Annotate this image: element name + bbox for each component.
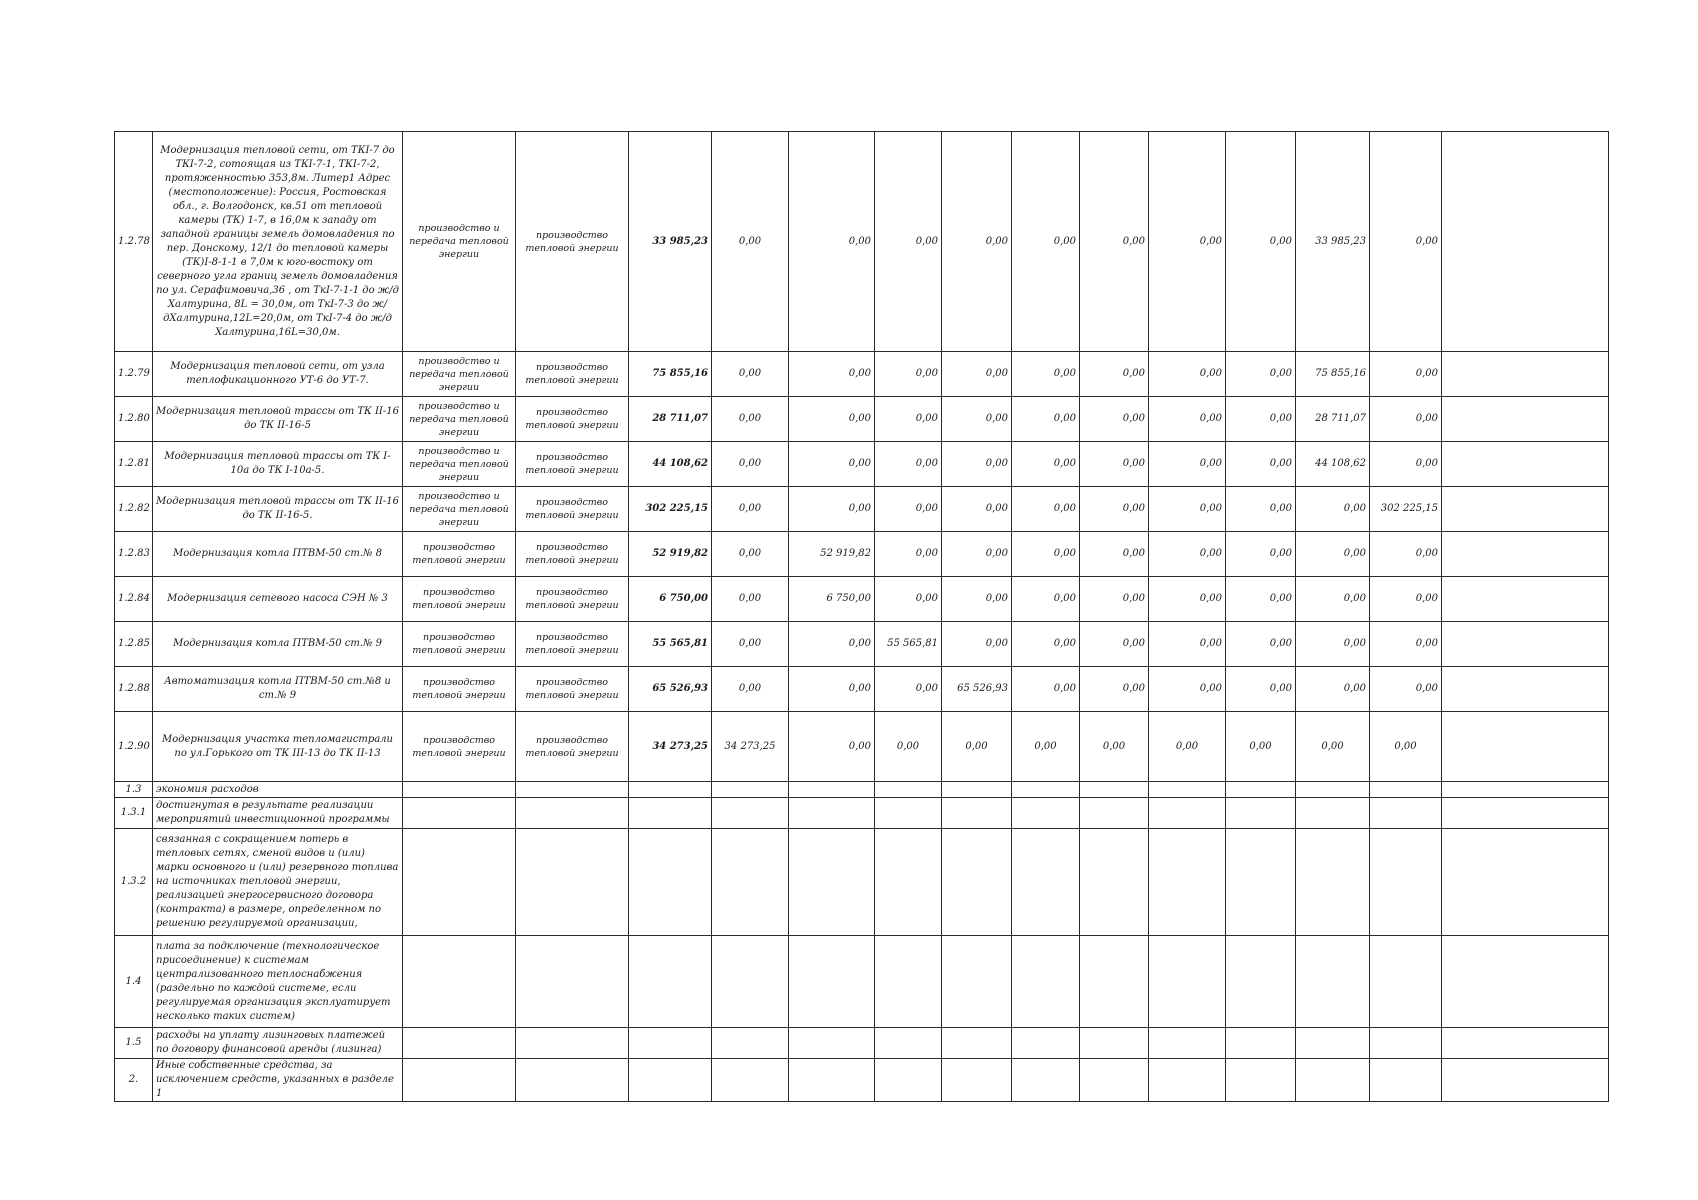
total-value: 65 526,93 (629, 667, 712, 712)
section-name: связанная с сокращением потерь в тепловых сетях, сменой видов и (или) марки основного и (или) резервного топлива на источниках тепловой энергии, реализацией энергосервисного договора (контракта) в размере, определенном по решению регулируемой организации, (153, 829, 403, 936)
value-cell: 44 108,62 (1296, 442, 1370, 487)
section-row (115, 829, 1609, 936)
value-cell: 0,00 (1080, 577, 1149, 622)
empty-cell (629, 798, 712, 829)
empty-cell (1080, 936, 1149, 1028)
activity-type: производство тепловой энергии (516, 622, 629, 667)
empty-cell (712, 1059, 789, 1102)
empty-cell (403, 1059, 516, 1102)
activity-kind: производство тепловой энергии (403, 712, 516, 782)
row-number: 1.2.82 (115, 487, 153, 532)
empty-cell (789, 1028, 875, 1059)
value-cell: 0,00 (1012, 442, 1080, 487)
empty-cell (1012, 936, 1080, 1028)
empty-cell (1296, 829, 1370, 936)
table-row (115, 132, 1609, 352)
empty-cell (1442, 577, 1609, 622)
value-cell: 0,00 (1370, 622, 1442, 667)
value-cell: 0,00 (1149, 712, 1226, 782)
table-row (115, 577, 1609, 622)
value-cell: 0,00 (1080, 132, 1149, 352)
value-cell: 0,00 (1149, 352, 1226, 397)
activity-type: производство тепловой энергии (516, 352, 629, 397)
empty-cell (403, 936, 516, 1028)
empty-cell (1226, 936, 1296, 1028)
activity-kind: производство тепловой энергии (403, 667, 516, 712)
empty-cell (629, 829, 712, 936)
section-name: Иные собственные средства, за исключением средств, указанных в разделе 1 (153, 1059, 403, 1102)
activity-kind: производство тепловой энергии (403, 532, 516, 577)
value-cell: 0,00 (1149, 397, 1226, 442)
value-cell: 0,00 (712, 352, 789, 397)
value-cell: 0,00 (1370, 132, 1442, 352)
section-name: экономия расходов (153, 782, 403, 798)
empty-cell (942, 936, 1012, 1028)
value-cell: 0,00 (789, 622, 875, 667)
empty-cell (942, 1059, 1012, 1102)
value-cell: 0,00 (1149, 577, 1226, 622)
empty-cell (875, 798, 942, 829)
section-row (115, 1028, 1609, 1059)
section-name: расходы на уплату лизинговых платежей по договору финансовой аренды (лизинга) (153, 1028, 403, 1059)
value-cell: 0,00 (712, 577, 789, 622)
row-number: 1.2.90 (115, 712, 153, 782)
value-cell: 65 526,93 (942, 667, 1012, 712)
empty-cell (516, 829, 629, 936)
activity-kind: производство тепловой энергии (403, 577, 516, 622)
empty-cell (1442, 487, 1609, 532)
empty-cell (875, 782, 942, 798)
total-value: 52 919,82 (629, 532, 712, 577)
empty-cell (1442, 798, 1609, 829)
empty-cell (403, 829, 516, 936)
empty-cell (712, 798, 789, 829)
value-cell: 0,00 (1226, 397, 1296, 442)
table-row (115, 442, 1609, 487)
value-cell: 0,00 (1226, 132, 1296, 352)
empty-cell (875, 1028, 942, 1059)
value-cell: 0,00 (942, 397, 1012, 442)
value-cell: 0,00 (1012, 577, 1080, 622)
value-cell: 0,00 (712, 667, 789, 712)
value-cell: 0,00 (875, 132, 942, 352)
value-cell: 0,00 (1012, 397, 1080, 442)
total-value: 33 985,23 (629, 132, 712, 352)
value-cell: 0,00 (1012, 667, 1080, 712)
empty-cell (1370, 1028, 1442, 1059)
measure-name: Модернизация тепловой трассы от ТК II-16 до ТК II-16-5. (153, 487, 403, 532)
empty-cell (712, 936, 789, 1028)
value-cell: 0,00 (1012, 622, 1080, 667)
empty-cell (1442, 829, 1609, 936)
total-value: 55 565,81 (629, 622, 712, 667)
empty-cell (1149, 1028, 1226, 1059)
value-cell: 0,00 (789, 667, 875, 712)
empty-cell (875, 1059, 942, 1102)
activity-kind: производство и передача тепловой энергии (403, 487, 516, 532)
section-name: достигнутая в результате реализации мероприятий инвестиционной программы (153, 798, 403, 829)
empty-cell (629, 936, 712, 1028)
section-name: плата за подключение (технологическое присоединение) к системам централизованного теплоснабжения (раздельно по каждой системе, если регулируемая организация эксплуатирует несколько таких систем) (153, 936, 403, 1028)
row-number: 1.2.88 (115, 667, 153, 712)
value-cell: 0,00 (875, 667, 942, 712)
empty-cell (1296, 936, 1370, 1028)
value-cell: 0,00 (875, 577, 942, 622)
value-cell: 55 565,81 (875, 622, 942, 667)
empty-cell (1012, 1059, 1080, 1102)
value-cell: 0,00 (712, 397, 789, 442)
value-cell: 0,00 (1012, 487, 1080, 532)
empty-cell (789, 936, 875, 1028)
value-cell: 302 225,15 (1370, 487, 1442, 532)
value-cell: 0,00 (1296, 487, 1370, 532)
empty-cell (1296, 782, 1370, 798)
empty-cell (1442, 936, 1609, 1028)
empty-cell (1080, 798, 1149, 829)
total-value: 6 750,00 (629, 577, 712, 622)
value-cell: 0,00 (1296, 667, 1370, 712)
value-cell: 0,00 (875, 487, 942, 532)
value-cell: 0,00 (1370, 352, 1442, 397)
empty-cell (1442, 667, 1609, 712)
table-row (115, 532, 1609, 577)
value-cell: 52 919,82 (789, 532, 875, 577)
empty-cell (1080, 782, 1149, 798)
row-number: 2. (115, 1059, 153, 1102)
value-cell: 0,00 (1149, 132, 1226, 352)
measure-name: Автоматизация котла ПТВМ-50 ст.№8 и ст.№ 9 (153, 667, 403, 712)
empty-cell (1080, 829, 1149, 936)
value-cell: 0,00 (1149, 622, 1226, 667)
value-cell: 0,00 (1149, 487, 1226, 532)
empty-cell (942, 1028, 1012, 1059)
empty-cell (516, 936, 629, 1028)
activity-type: производство тепловой энергии (516, 712, 629, 782)
value-cell: 0,00 (875, 352, 942, 397)
empty-cell (1012, 798, 1080, 829)
empty-cell (875, 829, 942, 936)
measure-name: Модернизация котла ПТВМ-50 ст.№ 8 (153, 532, 403, 577)
value-cell: 34 273,25 (712, 712, 789, 782)
total-value: 34 273,25 (629, 712, 712, 782)
row-number: 1.2.83 (115, 532, 153, 577)
activity-kind: производство и передача тепловой энергии (403, 132, 516, 352)
section-row (115, 1059, 1609, 1102)
empty-cell (1226, 782, 1296, 798)
table-body (115, 132, 1609, 1102)
value-cell: 6 750,00 (789, 577, 875, 622)
value-cell: 0,00 (1012, 132, 1080, 352)
empty-cell (403, 782, 516, 798)
value-cell: 0,00 (875, 532, 942, 577)
empty-cell (1442, 352, 1609, 397)
empty-cell (1370, 1059, 1442, 1102)
row-number: 1.2.79 (115, 352, 153, 397)
value-cell: 0,00 (875, 712, 942, 782)
measure-name: Модернизация сетевого насоса СЭН № 3 (153, 577, 403, 622)
table-row (115, 487, 1609, 532)
total-value: 28 711,07 (629, 397, 712, 442)
empty-cell (1442, 1028, 1609, 1059)
activity-type: производство тепловой энергии (516, 487, 629, 532)
value-cell: 0,00 (789, 487, 875, 532)
empty-cell (1149, 1059, 1226, 1102)
value-cell: 0,00 (1370, 442, 1442, 487)
value-cell: 0,00 (1226, 532, 1296, 577)
empty-cell (1226, 1028, 1296, 1059)
row-number: 1.2.85 (115, 622, 153, 667)
empty-cell (1149, 798, 1226, 829)
value-cell: 0,00 (942, 712, 1012, 782)
value-cell: 0,00 (1226, 352, 1296, 397)
total-value: 302 225,15 (629, 487, 712, 532)
value-cell: 0,00 (1080, 397, 1149, 442)
value-cell: 0,00 (942, 577, 1012, 622)
empty-cell (789, 829, 875, 936)
empty-cell (629, 1059, 712, 1102)
empty-cell (789, 1059, 875, 1102)
value-cell: 0,00 (1226, 577, 1296, 622)
empty-cell (1370, 936, 1442, 1028)
empty-cell (629, 782, 712, 798)
empty-cell (1226, 798, 1296, 829)
empty-cell (789, 798, 875, 829)
row-number: 1.4 (115, 936, 153, 1028)
value-cell: 0,00 (1370, 577, 1442, 622)
value-cell: 0,00 (1080, 622, 1149, 667)
activity-kind: производство тепловой энергии (403, 622, 516, 667)
empty-cell (1080, 1059, 1149, 1102)
value-cell: 28 711,07 (1296, 397, 1370, 442)
value-cell: 0,00 (875, 442, 942, 487)
empty-cell (1442, 397, 1609, 442)
value-cell: 0,00 (1149, 442, 1226, 487)
value-cell: 0,00 (1296, 712, 1370, 782)
value-cell: 0,00 (1296, 532, 1370, 577)
value-cell: 0,00 (1080, 487, 1149, 532)
empty-cell (1296, 1059, 1370, 1102)
value-cell: 0,00 (1080, 712, 1149, 782)
empty-cell (403, 1028, 516, 1059)
table-row (115, 667, 1609, 712)
value-cell: 0,00 (942, 487, 1012, 532)
value-cell: 0,00 (875, 397, 942, 442)
measure-name: Модернизация тепловой сети, от ТКI-7 до ТКI-7-2, сотоящая из ТКI-7-1, ТКI-7-2, протяженностью 353,8м. Литер1 Адрес (местоположение): Россия, Ростовская обл., г. Волгодонск, кв.51 от тепловой камеры (ТК) 1-7, в 16,0м к западу от западной границы земель домовладения по пер. Донскому, 12/1 до тепловой камеры (ТК)I-8-1-1 в 7,0м к юго-востоку от северного угла границ земель домовладения по ул. Серафимовича,36 , от ТкI-7-1-1 до ж/д Халтурина, 8L = 30,0м, от ТкI-7-3 до ж/дХалтурина,12L=20,0м, от ТкI-7-4 до ж/д Халтурина,16L=30,0м. (153, 132, 403, 352)
table-row (115, 712, 1609, 782)
empty-cell (942, 798, 1012, 829)
row-number: 1.3.1 (115, 798, 153, 829)
empty-cell (516, 1059, 629, 1102)
empty-cell (516, 1028, 629, 1059)
value-cell: 0,00 (1012, 712, 1080, 782)
row-number: 1.2.84 (115, 577, 153, 622)
empty-cell (1442, 622, 1609, 667)
activity-type: производство тепловой энергии (516, 132, 629, 352)
empty-cell (1080, 1028, 1149, 1059)
empty-cell (629, 1028, 712, 1059)
value-cell: 0,00 (1370, 712, 1442, 782)
value-cell: 0,00 (1080, 442, 1149, 487)
measure-name: Модернизация участка тепломагистрали по ул.Горького от ТК III-13 до ТК II-13 (153, 712, 403, 782)
empty-cell (1442, 442, 1609, 487)
empty-cell (1226, 1059, 1296, 1102)
table-row (115, 622, 1609, 667)
empty-cell (1370, 829, 1442, 936)
total-value: 44 108,62 (629, 442, 712, 487)
measure-name: Модернизация тепловой сети, от узла теплофикационного УТ-6 до УТ-7. (153, 352, 403, 397)
row-number: 1.2.78 (115, 132, 153, 352)
measure-name: Модернизация котла ПТВМ-50 ст.№ 9 (153, 622, 403, 667)
empty-cell (712, 1028, 789, 1059)
value-cell: 0,00 (1370, 397, 1442, 442)
empty-cell (1442, 782, 1609, 798)
value-cell: 75 855,16 (1296, 352, 1370, 397)
value-cell: 0,00 (942, 442, 1012, 487)
section-row (115, 782, 1609, 798)
value-cell: 0,00 (1080, 352, 1149, 397)
activity-type: производство тепловой энергии (516, 532, 629, 577)
value-cell: 0,00 (1226, 442, 1296, 487)
empty-cell (1149, 782, 1226, 798)
empty-cell (516, 782, 629, 798)
empty-cell (1296, 798, 1370, 829)
value-cell: 0,00 (712, 132, 789, 352)
value-cell: 0,00 (1080, 532, 1149, 577)
value-cell: 0,00 (1149, 532, 1226, 577)
value-cell: 0,00 (712, 622, 789, 667)
empty-cell (1296, 1028, 1370, 1059)
value-cell: 0,00 (789, 397, 875, 442)
value-cell: 0,00 (712, 532, 789, 577)
value-cell: 0,00 (942, 352, 1012, 397)
value-cell: 0,00 (1080, 667, 1149, 712)
value-cell: 0,00 (789, 442, 875, 487)
row-number: 1.3.2 (115, 829, 153, 936)
empty-cell (1370, 782, 1442, 798)
measure-name: Модернизация тепловой трассы от ТК II-16 до ТК II-16-5 (153, 397, 403, 442)
value-cell: 0,00 (1370, 667, 1442, 712)
value-cell: 0,00 (1226, 622, 1296, 667)
activity-type: производство тепловой энергии (516, 577, 629, 622)
value-cell: 0,00 (942, 132, 1012, 352)
empty-cell (1442, 532, 1609, 577)
empty-cell (712, 829, 789, 936)
section-row (115, 936, 1609, 1028)
empty-cell (403, 798, 516, 829)
empty-cell (1370, 798, 1442, 829)
empty-cell (1012, 829, 1080, 936)
row-number: 1.5 (115, 1028, 153, 1059)
measure-name: Модернизация тепловой трассы от ТК I-10а до ТК I-10а-5. (153, 442, 403, 487)
empty-cell (1012, 782, 1080, 798)
empty-cell (712, 782, 789, 798)
value-cell: 0,00 (942, 532, 1012, 577)
value-cell: 0,00 (789, 132, 875, 352)
value-cell: 0,00 (1149, 667, 1226, 712)
empty-cell (1149, 829, 1226, 936)
value-cell: 0,00 (712, 487, 789, 532)
value-cell: 0,00 (1296, 577, 1370, 622)
table-row (115, 397, 1609, 442)
table-row (115, 352, 1609, 397)
empty-cell (942, 782, 1012, 798)
section-row (115, 798, 1609, 829)
empty-cell (1149, 936, 1226, 1028)
total-value: 75 855,16 (629, 352, 712, 397)
activity-type: производство тепловой энергии (516, 667, 629, 712)
activity-type: производство тепловой энергии (516, 442, 629, 487)
activity-type: производство тепловой энергии (516, 397, 629, 442)
value-cell: 0,00 (712, 442, 789, 487)
value-cell: 0,00 (789, 352, 875, 397)
empty-cell (942, 829, 1012, 936)
activity-kind: производство и передача тепловой энергии (403, 352, 516, 397)
value-cell: 0,00 (1226, 667, 1296, 712)
value-cell: 33 985,23 (1296, 132, 1370, 352)
empty-cell (1012, 1028, 1080, 1059)
empty-cell (1442, 132, 1609, 352)
empty-cell (1226, 829, 1296, 936)
row-number: 1.3 (115, 782, 153, 798)
value-cell: 0,00 (1226, 487, 1296, 532)
value-cell: 0,00 (1012, 532, 1080, 577)
value-cell: 0,00 (942, 622, 1012, 667)
empty-cell (1442, 712, 1609, 782)
value-cell: 0,00 (1296, 622, 1370, 667)
value-cell: 0,00 (1012, 352, 1080, 397)
row-number: 1.2.81 (115, 442, 153, 487)
activity-kind: производство и передача тепловой энергии (403, 397, 516, 442)
value-cell: 0,00 (1370, 532, 1442, 577)
empty-cell (789, 782, 875, 798)
value-cell: 0,00 (789, 712, 875, 782)
activity-kind: производство и передача тепловой энергии (403, 442, 516, 487)
row-number: 1.2.80 (115, 397, 153, 442)
empty-cell (875, 936, 942, 1028)
empty-cell (1442, 1059, 1609, 1102)
empty-cell (516, 798, 629, 829)
investment-program-table (114, 131, 1609, 1102)
value-cell: 0,00 (1226, 712, 1296, 782)
